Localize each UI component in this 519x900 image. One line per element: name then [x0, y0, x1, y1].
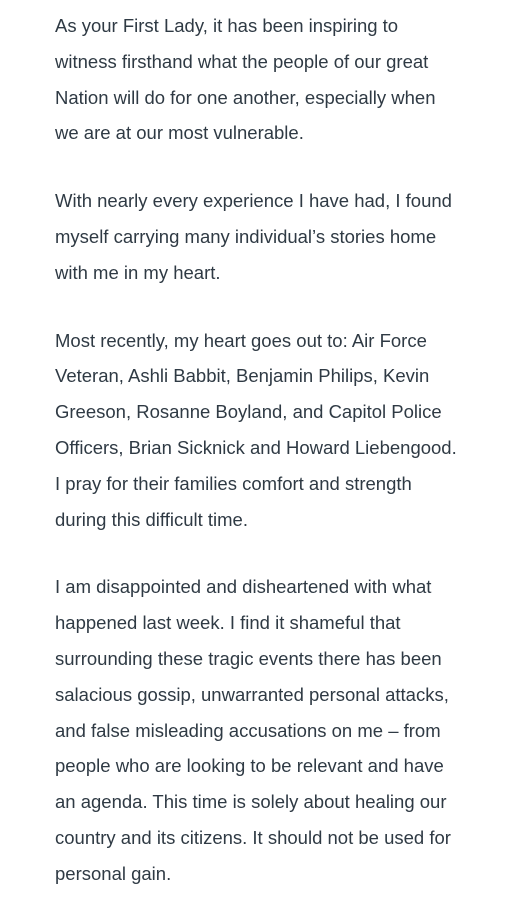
- text-line: witness firsthand what the people of our great: [55, 50, 429, 72]
- text-line: As your First Lady, it has been inspiring to: [55, 15, 399, 36]
- text-line: happened last week. I find it shameful that: [55, 612, 401, 634]
- text-line: and false misleading accusations on me – from: [55, 719, 441, 741]
- text-line: surrounding these tragic events there has been: [55, 647, 442, 669]
- text-line: Veteran, Ashli Babbit, Benjamin Philips, Kevin: [55, 365, 430, 387]
- text-line: salacious gossip, unwarranted personal attacks,: [55, 683, 449, 705]
- text-line: Most recently, my heart goes out to: Air Force: [55, 329, 427, 351]
- paragraph-1: [55, 8, 479, 151]
- text-line: an agenda. This time is solely about healing our: [55, 791, 447, 813]
- text-line: country and its citizens. It should not be used for: [55, 826, 451, 848]
- paragraph-4: [55, 569, 479, 891]
- text-line: Nation will do for one another, especially when: [55, 86, 436, 108]
- text-line: we are at our most vulnerable.: [55, 122, 304, 144]
- text-line: with me in my heart.: [55, 261, 221, 283]
- text-line: With nearly every experience I have had, I found: [55, 190, 452, 212]
- text-line: personal gain.: [55, 862, 172, 884]
- text-line: myself carrying many individual’s stories home: [55, 225, 437, 247]
- text-line: I pray for their families comfort and strength: [55, 472, 412, 494]
- paragraph-3: [55, 323, 479, 538]
- text-line: during this difficult time.: [55, 508, 248, 530]
- text-line: Greeson, Rosanne Boyland, and Capitol Police: [55, 401, 442, 423]
- paragraph-2: [55, 183, 479, 290]
- text-line: Officers, Brian Sicknick and Howard Liebengood.: [55, 436, 457, 458]
- text-line: I am disappointed and disheartened with what: [55, 576, 432, 598]
- text-line: people who are looking to be relevant and have: [55, 755, 444, 777]
